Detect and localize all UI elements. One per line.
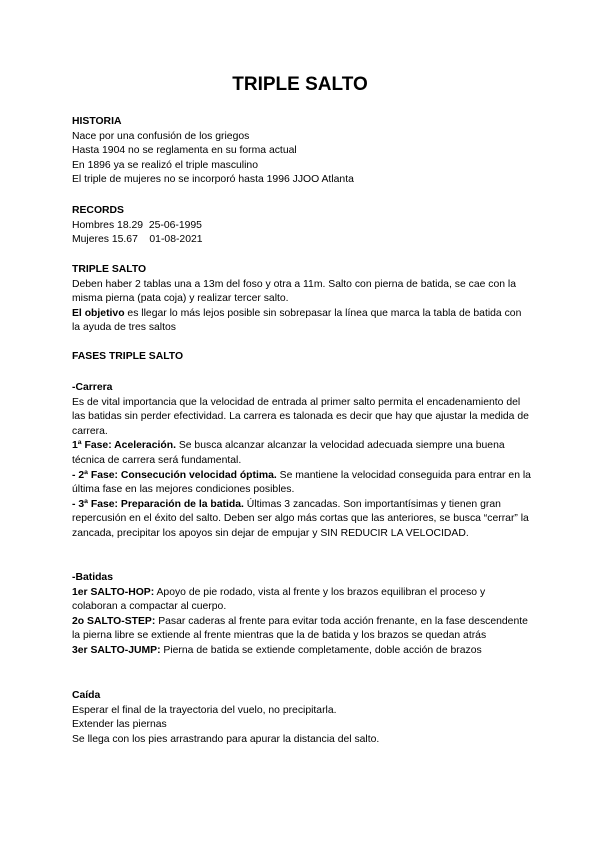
batida-3 (72, 644, 532, 659)
objetivo-label: El objetivo (72, 307, 125, 319)
batida-2-label: 2o SALTO-STEP: (72, 615, 156, 627)
records-heading: RECORDS (72, 205, 124, 216)
batida-1-label: 1er SALTO-HOP: (72, 586, 155, 598)
batida-2 (72, 615, 532, 644)
triple-heading: TRIPLE SALTO (72, 264, 147, 275)
historia-line: El triple de mujeres no se incorporó hasta 1996 JJOO Atlanta (72, 174, 354, 186)
document-title: TRIPLE SALTO (232, 74, 368, 95)
section-historia (72, 115, 532, 188)
batida-3-text: Pierna de batida se extiende completamente, doble acción de brazos (160, 644, 482, 656)
caida-line: Esperar el final de la trayectoria del vuelo, no precipitarla. (72, 704, 337, 716)
section-caida (72, 689, 532, 747)
caida-heading: Caída (72, 690, 101, 701)
section-triple-salto (72, 263, 532, 336)
batida-3-label: 3er SALTO-JUMP: (72, 644, 161, 656)
triple-paragraph: Deben haber 2 tablas una a 13m del foso y otra a 11m. Salto con pierna de batida, se cae con la misma pierna (pata coja) y realizar tercer salto. (72, 278, 517, 305)
fase-1-text: Se busca alcanzar alcanzar la velocidad adecuada siempre una buena técnica de carrera será fundamental. (72, 440, 505, 466)
fases-heading: FASES TRIPLE SALTO (72, 351, 184, 362)
fase-2-text: Se mantiene la velocidad conseguida para entrar en la última fase en las mejores condiciones posibles. (72, 469, 531, 496)
historia-line: Hasta 1904 no se reglamenta en su forma actual (72, 145, 297, 157)
fase-3-label: - 3ª Fase: Preparación de la batida. (72, 498, 244, 510)
batida-1-text: Apoyo de pie rodado, vista al frente y los brazos equilibran el proceso y colaboran a compactar al cuerpo. (72, 586, 486, 613)
objetivo-text: es llegar lo más lejos posible sin sobrepasar la línea que marca la tabla de batida con la ayuda de tres saltos (72, 307, 522, 334)
batida-1 (72, 586, 532, 615)
fase-2 (72, 469, 532, 498)
records-line: Hombres 18.29 25-06-1995 (72, 219, 202, 231)
section-fases (72, 350, 532, 365)
carrera-intro: Es de vital importancia que la velocidad de entrada al primer salto permita el encadenamiento del las batidas sin perder efectividad. La carrera es talonada es decir que hay que ajustar la medida de carrera. (72, 396, 529, 437)
section-records (72, 204, 532, 248)
caida-line: Se llega con los pies arrastrando para apurar la distancia del salto. (72, 733, 380, 745)
historia-line: Nace por una confusión de los griegos (72, 130, 250, 142)
records-line: Mujeres 15.67 01-08-2021 (72, 234, 203, 246)
batidas-heading: -Batidas (72, 572, 113, 583)
objetivo-paragraph (72, 307, 532, 336)
fase-1-label: 1ª Fase: Aceleración. (72, 440, 176, 452)
section-batidas (72, 571, 532, 659)
fase-3 (72, 498, 532, 542)
historia-line: En 1896 ya se realizó el triple masculino (72, 159, 258, 171)
caida-line: Extender las piernas (72, 719, 167, 731)
batida-2-text: Pasar caderas al frente para evitar toda acción frenante, en la fase descendente la pierna libre se extiende al frente mientras que la de batida y los brazos se quedan atrás (72, 615, 528, 642)
fase-1 (72, 439, 532, 468)
carrera-heading: -Carrera (72, 382, 113, 393)
historia-heading: HISTORIA (72, 116, 122, 127)
section-carrera (72, 381, 532, 542)
fase-2-label: - 2ª Fase: Consecución velocidad óptima. (72, 469, 277, 481)
fase-3-text: Últimas 3 zancadas. Son importantísimas y tienen gran repercusión en el éxito del salto. Deben ser algo más cortas que las anteriores, se busca “cerrar” la zancada, precipitar los apoyos sin dejar de empujar y SIN REDUCIR LA VELOCIDAD. (72, 498, 529, 539)
